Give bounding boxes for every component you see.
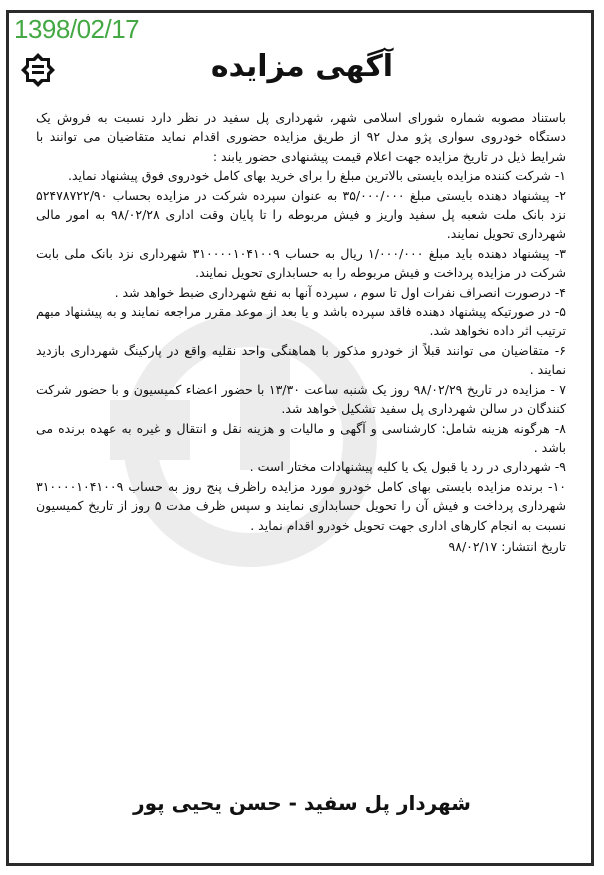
condition-item: ۷ - مزایده در تاریخ ۹۸/۰۲/۲۹ روز یک شنبه ساعت ۱۳/۳۰ با حضور اعضاء کمیسیون و با حضور شرکت کنندگان در سالن شهرداری پل سفید تشکیل خواهد شد. xyxy=(36,381,566,417)
date-stamp: 1398/02/17 xyxy=(14,14,140,44)
condition-item: ۹- شهرداری در رد یا قبول یک یا کلیه پیشنهادات مختار است . xyxy=(249,459,566,475)
condition-item: ۲- پیشنهاد دهنده بایستی مبلغ ۳۵/۰۰۰/۰۰۰ به عنوان سپرده شرکت در مزایده بحساب ۵۲۴۷۸۷۲۲/۹۰ نزد بانک ملت شعبه پل سفید واریز و فیش مربوطه را تا پایان وقت اداری ۹۸/۰۲/۲۸ به امور مالی شهرداری تحویل نمایند. xyxy=(36,187,566,242)
condition-item: ۳- پیشنهاد دهنده باید مبلغ ۱/۰۰۰/۰۰۰ ریال به حساب ۳۱۰۰۰۰۱۰۴۱۰۰۹ شهرداری نزد بانک ملی بابت شرکت در مزایده پرداخت و فیش مربوطه را به حسابداری تحویل نمایند. xyxy=(36,245,566,281)
publish-date: تاریخ انتشار: ۹۸/۰۲/۱۷ xyxy=(448,538,566,554)
condition-item: ۱۰- برنده مزایده بایستی بهای کامل خودرو مورد مزایده راظرف پنج روز به حساب ۳۱۰۰۰۰۱۰۴۱۰۰۹ شهرداری پرداخت و فیش آن را تحویل حسابداری نمایند و سپس ظرف مدت ۵ روز از تاریخ کمیسیون نسبت به انجام کارهای اداری جهت تحویل خودرو اقدام نماید . xyxy=(36,478,566,533)
condition-item: ۵- در صورتیکه پیشنهاد دهنده فاقد سپرده باشد و یا بعد از موعد مقرر مراجعه نمایند و به پیشنهاد مبهم ترتیب اثر داده نخواهد شد. xyxy=(36,304,566,339)
signature-line: شهردار پل سفید - حسن یحیی پور xyxy=(133,791,471,815)
condition-item: ۴- درصورت انصراف نفرات اول تا سوم ، سپرده آنها به نفع شهرداری ضبط خواهد شد . xyxy=(114,284,566,300)
condition-item: ۱- شرکت کننده مزایده بایستی بالاترین مبلغ را برای خرید بهای کامل خودروی فوق پیشنهاد نماید. xyxy=(68,168,566,184)
notice-title: آگهی مزایده xyxy=(210,49,394,84)
condition-item: ۸- هرگونه هزینه شامل: کارشناسی و آگهی و مالیات و هزینه نقل و انتقال و غیره به عهده برنده می باشد . xyxy=(36,420,566,455)
intro-paragraph: باستناد مصوبه شماره شورای اسلامی شهر، شهرداری پل سفید در نظر دارد نسبت به فروش یک دستگاه خودروی سواری پژو مدل ۹۲ از طریق مزایده حضوری اقدام نماید متقاضیان می توانند با شرایط ذیل در تاریخ مزایده جهت اعلام قیمت پیشنهادی حضور یابند : xyxy=(36,110,566,164)
notice-body xyxy=(36,108,566,556)
condition-item: ۶- متقاضیان می توانند قبلاً از خودرو مذکور با هماهنگی واحد نقلیه واقع در پارکینگ شهرداری بازدید نمایند . xyxy=(36,342,566,378)
